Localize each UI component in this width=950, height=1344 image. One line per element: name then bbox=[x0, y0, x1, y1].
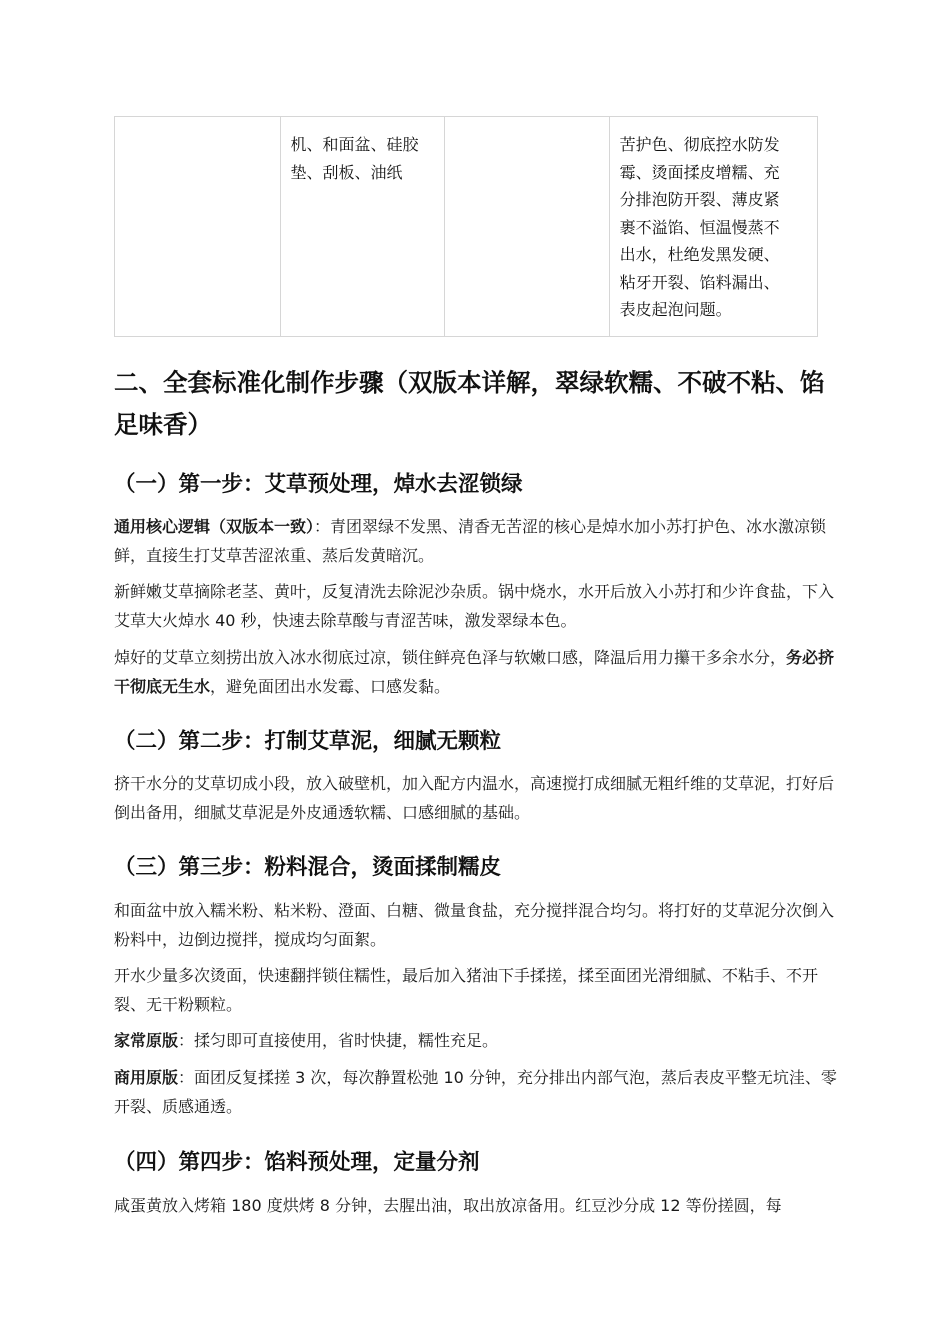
paragraph-tail: ，避免面团出水发霉、口感发黏。 bbox=[210, 676, 451, 696]
step-1-paragraph-2 bbox=[114, 578, 842, 635]
cell-text: 苦护色、彻底控水防发 霉、烫面揉皮增糯、充 分排泡防开裂、薄皮紧 裹不溢馅、恒温慢蒸不 出水，杜绝发黑发硬、 粘牙开裂、馅料漏出、 表皮起泡问题。 bbox=[619, 135, 780, 319]
table-cell bbox=[115, 117, 281, 336]
paragraph-lead: 家常原版 bbox=[114, 1031, 179, 1050]
section-title: 二、全套标准化制作步骤（双版本详解，翠绿软糯、不破不粘、馅足味香） bbox=[114, 368, 825, 439]
paragraph-text: 挤干水分的艾草切成小段，放入破壁机，加入配方内温水，高速搅打成细腻无粗纤维的艾草泥，打好后倒出备用，细腻艾草泥是外皮通透软糯、口感细腻的基础。 bbox=[114, 774, 835, 822]
paragraph-text: ：揉匀即可直接使用，省时快捷，糯性充足。 bbox=[178, 1031, 499, 1050]
step-2-title: （二）第二步：打制艾草泥，细腻无颗粒 bbox=[114, 729, 502, 754]
paragraph-text: 焯好的艾草立刻捞出放入冰水彻底过凉，锁住鲜亮色泽与软嫩口感，降温后用力攥干多余水分， bbox=[114, 648, 787, 667]
paragraph-text: 开水少量多次烫面，快速翻拌锁住糯性，最后加入猪油下手揉搓，揉至面团光滑细腻、不粘手、不开裂、无干粉颗粒。 bbox=[114, 966, 819, 1014]
cell-text: 机、和面盆、硅胶 垫、刮板、油纸 bbox=[290, 135, 419, 182]
step-3-paragraph-4 bbox=[114, 1064, 842, 1121]
paragraph-text: 新鲜嫩艾草摘除老茎、黄叶，反复清洗去除泥沙杂质。锅中烧水，水开后放入小苏打和少许食盐，下入艾草大火焯水 40 秒，快速去除草酸与青涩苦味，激发翠绿本色。 bbox=[114, 582, 835, 630]
paragraph-lead: 通用核心逻辑（双版本一致） bbox=[114, 517, 315, 536]
paragraph-text: ：青团翠绿不发黑、清香无苦涩的核心是焯水加小苏打护色、冰水激凉锁鲜，直接生打艾草苦涩浓重、蒸后发黄暗沉。 bbox=[114, 517, 827, 565]
step-1-paragraph-3 bbox=[114, 644, 842, 701]
table-cell bbox=[610, 117, 817, 336]
paragraph-bold: 务必挤干彻底无生水 bbox=[114, 648, 835, 696]
step-1-title: （一）第一步：艾草预处理，焯水去涩锁绿 bbox=[114, 472, 523, 497]
step-4-title: （四）第四步：馅料预处理，定量分剂 bbox=[114, 1150, 480, 1175]
paragraph-lead: 商用原版 bbox=[114, 1068, 179, 1087]
table-fragment bbox=[114, 116, 818, 337]
step-4-paragraph-1 bbox=[114, 1192, 842, 1221]
table-cell bbox=[445, 117, 610, 336]
step-3-title: （三）第三步：粉料混合，烫面揉制糯皮 bbox=[114, 855, 502, 880]
paragraph-text: 和面盆中放入糯米粉、粘米粉、澄面、白糖、微量食盐，充分搅拌混合均匀。将打好的艾草泥分次倒入粉料中，边倒边搅拌，搅成均匀面絮。 bbox=[114, 901, 835, 949]
step-2-paragraph-1 bbox=[114, 770, 842, 827]
step-3-paragraph-1 bbox=[114, 897, 842, 954]
step-3-paragraph-2 bbox=[114, 962, 842, 1019]
step-1-paragraph-1 bbox=[114, 513, 842, 570]
paragraph-text: 咸蛋黄放入烤箱 180 度烘烤 8 分钟，去腥出油，取出放凉备用。红豆沙分成 12 等份搓圆，每 bbox=[114, 1196, 782, 1215]
table-cell bbox=[281, 117, 446, 336]
step-3-paragraph-3 bbox=[114, 1027, 842, 1056]
paragraph-text: ：面团反复揉搓 3 次，每次静置松弛 10 分钟，充分排出内部气泡，蒸后表皮平整无坑洼、零开裂、质感通透。 bbox=[114, 1068, 837, 1116]
